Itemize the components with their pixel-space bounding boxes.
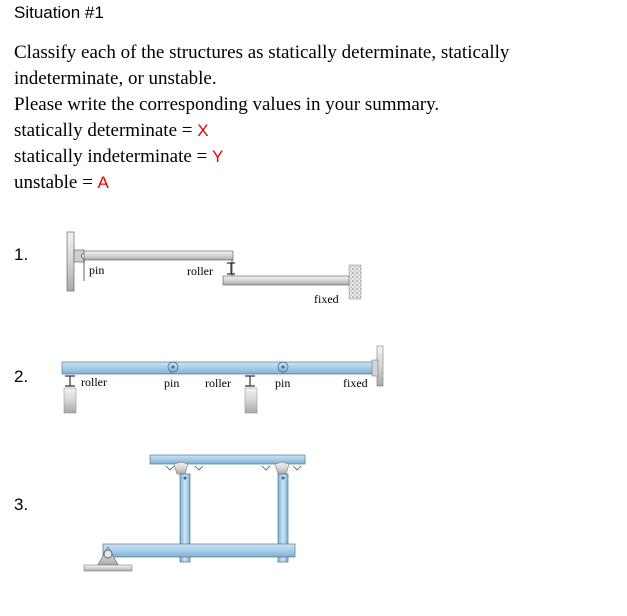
legend-indeterminate: statically indeterminate = Y bbox=[14, 146, 224, 167]
legend-unstable: unstable = A bbox=[14, 172, 109, 193]
bottom-beam bbox=[103, 544, 295, 557]
roller-icon bbox=[65, 376, 75, 386]
support-block bbox=[245, 388, 257, 413]
label-fixed: fixed bbox=[314, 292, 339, 306]
fixed-wall bbox=[349, 265, 361, 299]
roller-icon bbox=[245, 376, 255, 386]
label-pin: pin bbox=[89, 263, 105, 277]
label-fixed: fixed bbox=[343, 376, 368, 390]
structure-2-diagram bbox=[62, 346, 383, 413]
code-y: Y bbox=[212, 147, 224, 166]
code-x: X bbox=[197, 121, 209, 140]
legend-determinate: statically determinate = X bbox=[14, 120, 209, 141]
instruction-line-3: Please write the corresponding values in your summary. bbox=[14, 94, 440, 115]
code-a: A bbox=[97, 173, 109, 192]
structure-3-diagram bbox=[84, 455, 305, 571]
label-pin-2: pin bbox=[275, 376, 291, 390]
beam-continuous bbox=[62, 362, 378, 374]
instruction-line-2: indeterminate, or unstable. bbox=[14, 68, 217, 89]
label-roller-1: roller bbox=[81, 375, 107, 389]
label-roller: roller bbox=[187, 264, 213, 278]
structure-1-number: 1. bbox=[14, 245, 29, 264]
pin-icon bbox=[104, 550, 112, 558]
structure-3-number: 3. bbox=[14, 495, 29, 514]
beam-upper bbox=[84, 251, 233, 260]
ground-base bbox=[84, 565, 132, 571]
instruction-line-1: Classify each of the structures as statically determinate, statically bbox=[14, 42, 510, 63]
support-block bbox=[64, 388, 76, 413]
structure-1-diagram bbox=[67, 232, 361, 306]
label-pin-1: pin bbox=[164, 376, 180, 390]
roller-icon bbox=[227, 263, 235, 274]
hanger-left bbox=[174, 462, 188, 474]
hanger-right bbox=[275, 462, 289, 474]
wall bbox=[67, 232, 74, 291]
label-roller-2: roller bbox=[205, 376, 231, 390]
beam-lower bbox=[223, 276, 349, 285]
situation-title: Situation #1 bbox=[14, 3, 104, 22]
structure-2-number: 2. bbox=[14, 367, 29, 386]
